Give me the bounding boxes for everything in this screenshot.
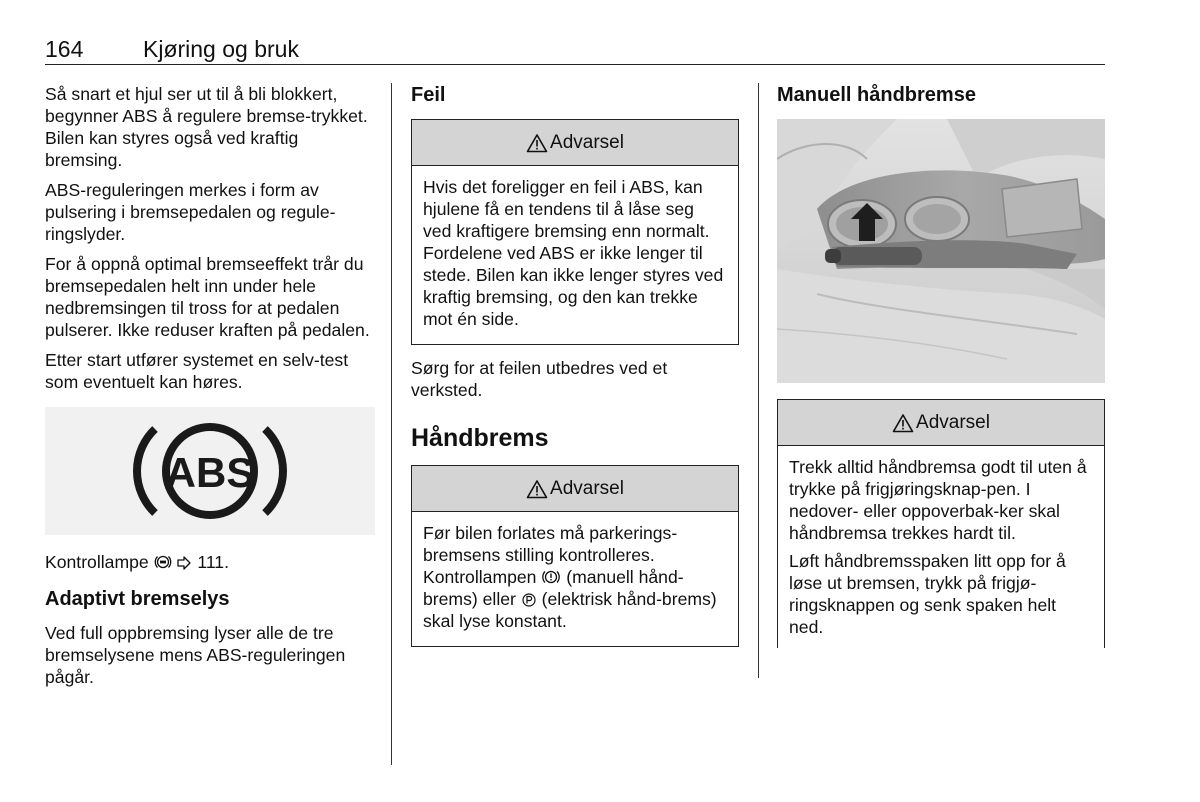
paragraph-abs-regulation: Så snart et hjul ser ut til å bli blokkert, begynner ABS å regulere bremse-trykket. Bilen kan styres også ved kraftig bremsing. (45, 84, 368, 170)
warning-triangle-icon (526, 479, 548, 499)
handbrake-photo (777, 119, 1105, 383)
heading-fault: Feil (411, 84, 446, 106)
column-right (777, 83, 1105, 660)
paragraph-optimal-braking: For å oppnå optimal bremseeffekt trår du bremsepedalen helt inn under hele nedbremsingen til tross for at pedalen pulserer. Ikke reduser kraften på pedalen. (45, 254, 370, 340)
warning-text-release-handbrake: Løft håndbremsspaken litt opp for å løse ut bremsen, trykk på frigjø-ringsknappen og senk spaken helt ned. (789, 551, 1066, 637)
heading-manual-handbrake: Manuell håndbremse (777, 84, 976, 106)
warning-box-manual-handbrake (777, 399, 1105, 648)
warning-text-part: (manuell hånd-brems) eller (423, 567, 684, 609)
warning-header (412, 466, 738, 512)
page-number: 164 (45, 36, 84, 62)
abs-lamp-icon (125, 412, 295, 530)
warning-text-part: Før bilen forlates må parkerings-bremsens stilling kontrolleres. Kontrollampen (423, 523, 678, 587)
lamp-reference-page[interactable]: 111. (197, 552, 229, 572)
warning-triangle-icon (526, 133, 548, 153)
warning-box-abs-fault (411, 119, 739, 345)
column-divider (758, 83, 759, 678)
warning-triangle-icon (892, 413, 914, 433)
column-left (45, 83, 375, 696)
paragraph-repair: Sørg for at feilen utbedres ved et verksted. (411, 358, 668, 400)
page-reference-arrow-icon (176, 555, 192, 571)
warning-header (778, 400, 1104, 446)
abs-label: ABS (165, 449, 255, 496)
warning-title: Advarsel (916, 411, 990, 433)
lamp-reference (45, 551, 375, 573)
warning-text-abs-fault: Hvis det foreligger en feil i ABS, kan hjulene få en tendens til å låse seg ved kraftigere bremsing enn normalt. Fordelene ved ABS er ikke lenger til stede. Bilen kan ikke lenger styres ved kraftig bremsing, og den kan trekke mot én side. (423, 177, 724, 329)
warning-text-parking-brake (423, 522, 727, 632)
heading-handbrake: Håndbrems (411, 424, 549, 452)
warning-title: Advarsel (550, 131, 624, 153)
paragraph-abs-pulsing: ABS-reguleringen merkes i form av pulsering i bremsepedalen og regule-ringslyder. (45, 180, 336, 244)
column-middle (411, 83, 739, 659)
heading-adaptive-brake-light: Adaptivt bremselys (45, 588, 230, 610)
warning-text-part: (elektrisk hånd-brems) skal lyse konstant. (423, 589, 717, 631)
warning-text-pull-handbrake: Trekk alltid håndbremsa godt til uten å trykke på frigjøringsknap-pen. I nedover- eller oppoverbak-ker skal håndbremsa trekkes hardt til. (789, 457, 1087, 543)
electric-parking-brake-icon (521, 592, 537, 608)
abs-small-icon (154, 553, 172, 571)
warning-box-parking-brake (411, 465, 739, 647)
lamp-reference-label: Kontrollampe (45, 552, 149, 572)
warning-body (412, 512, 738, 646)
abs-warning-lamp-illustration (45, 407, 375, 535)
handbrake-lever-image (777, 119, 1105, 383)
column-divider (391, 83, 392, 765)
chapter-title: Kjøring og bruk (143, 36, 299, 62)
paragraph-adaptive-brake-light: Ved full oppbremsing lyser alle de tre bremselysene mens ABS-reguleringen pågår. (45, 623, 346, 687)
warning-body (778, 446, 1104, 648)
page-header (45, 34, 1105, 65)
paragraph-self-test: Etter start utfører systemet en selv-test som eventuelt kan høres. (45, 350, 349, 392)
warning-title: Advarsel (550, 477, 624, 499)
warning-header (412, 120, 738, 166)
warning-body (412, 166, 738, 344)
manual-handbrake-lamp-icon (541, 568, 561, 586)
